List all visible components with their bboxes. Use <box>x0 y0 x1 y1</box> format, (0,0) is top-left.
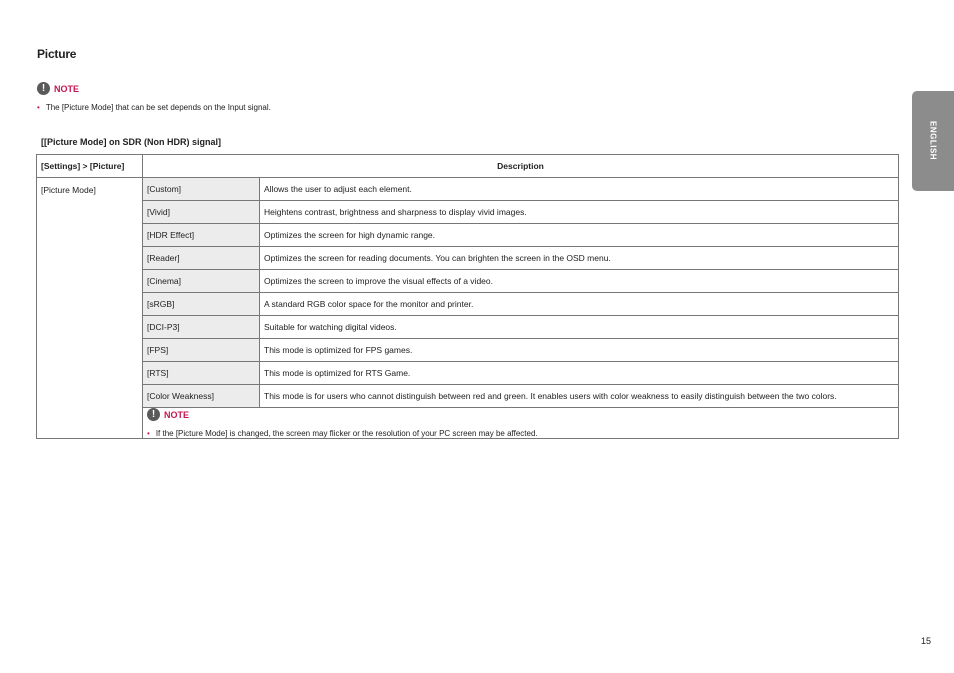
table-row <box>37 293 899 316</box>
mode-description: A standard RGB color space for the monitor and printer. <box>260 293 899 316</box>
picture-mode-table <box>36 154 899 439</box>
mode-description: Heightens contrast, brightness and sharpness to display vivid images. <box>260 201 899 224</box>
mode-name: [FPS] <box>143 339 260 362</box>
table-row <box>37 339 899 362</box>
mode-name: [Custom] <box>143 178 260 201</box>
note-item <box>37 103 271 112</box>
page-title: Picture <box>37 47 77 61</box>
table-row <box>37 362 899 385</box>
header-settings: [Settings] > [Picture] <box>37 155 143 178</box>
mode-description: This mode is for users who cannot distinguish between red and green. It enables users with color weakness to easily distinguish between the two colors. <box>260 385 899 408</box>
mode-name: [Cinema] <box>143 270 260 293</box>
language-tab <box>912 91 954 191</box>
mode-description: This mode is optimized for RTS Game. <box>260 362 899 385</box>
table-row <box>37 270 899 293</box>
note-item <box>147 429 894 438</box>
note-header <box>37 82 271 95</box>
note-label: NOTE <box>54 83 80 94</box>
mode-name: [HDR Effect] <box>143 224 260 247</box>
page-number: 15 <box>921 636 932 646</box>
mode-name: [sRGB] <box>143 293 260 316</box>
mode-description: This mode is optimized for FPS games. <box>260 339 899 362</box>
mode-description: Optimizes the screen to improve the visual effects of a video. <box>260 270 899 293</box>
mode-description: Optimizes the screen for high dynamic range. <box>260 224 899 247</box>
exclamation-icon: ! <box>37 82 50 95</box>
table-row <box>37 201 899 224</box>
table-row <box>37 247 899 270</box>
header-description: Description <box>143 155 899 178</box>
mode-description: Optimizes the screen for reading documents. You can brighten the screen in the OSD menu. <box>260 247 899 270</box>
mode-description: Suitable for watching digital videos. <box>260 316 899 339</box>
mode-name: [Reader] <box>143 247 260 270</box>
note-text: The [Picture Mode] that can be set depends on the Input signal. <box>45 103 271 112</box>
table-caption: [[Picture Mode] on SDR (Non HDR) signal] <box>41 137 221 147</box>
mode-name: [RTS] <box>143 362 260 385</box>
note-text: If the [Picture Mode] is changed, the screen may flicker or the resolution of your PC screen may be affected. <box>155 429 538 438</box>
table-row <box>37 316 899 339</box>
bullet: • <box>37 103 40 112</box>
exclamation-icon: ! <box>147 408 160 421</box>
mode-name: [Color Weakness] <box>143 385 260 408</box>
table-header-row <box>37 155 899 178</box>
language-tab-label: ENGLISH <box>928 121 938 161</box>
mode-description: Allows the user to adjust each element. <box>260 178 899 201</box>
top-note <box>37 82 271 112</box>
mode-name: [Vivid] <box>143 201 260 224</box>
table-row <box>37 385 899 408</box>
setting-name: [Picture Mode] <box>37 178 143 439</box>
table-row <box>37 224 899 247</box>
table-row <box>37 178 899 201</box>
bullet: • <box>147 429 150 438</box>
note-header <box>147 408 894 421</box>
table-note <box>143 408 899 439</box>
table-note-row <box>37 408 899 439</box>
mode-name: [DCI-P3] <box>143 316 260 339</box>
note-label: NOTE <box>164 409 190 420</box>
